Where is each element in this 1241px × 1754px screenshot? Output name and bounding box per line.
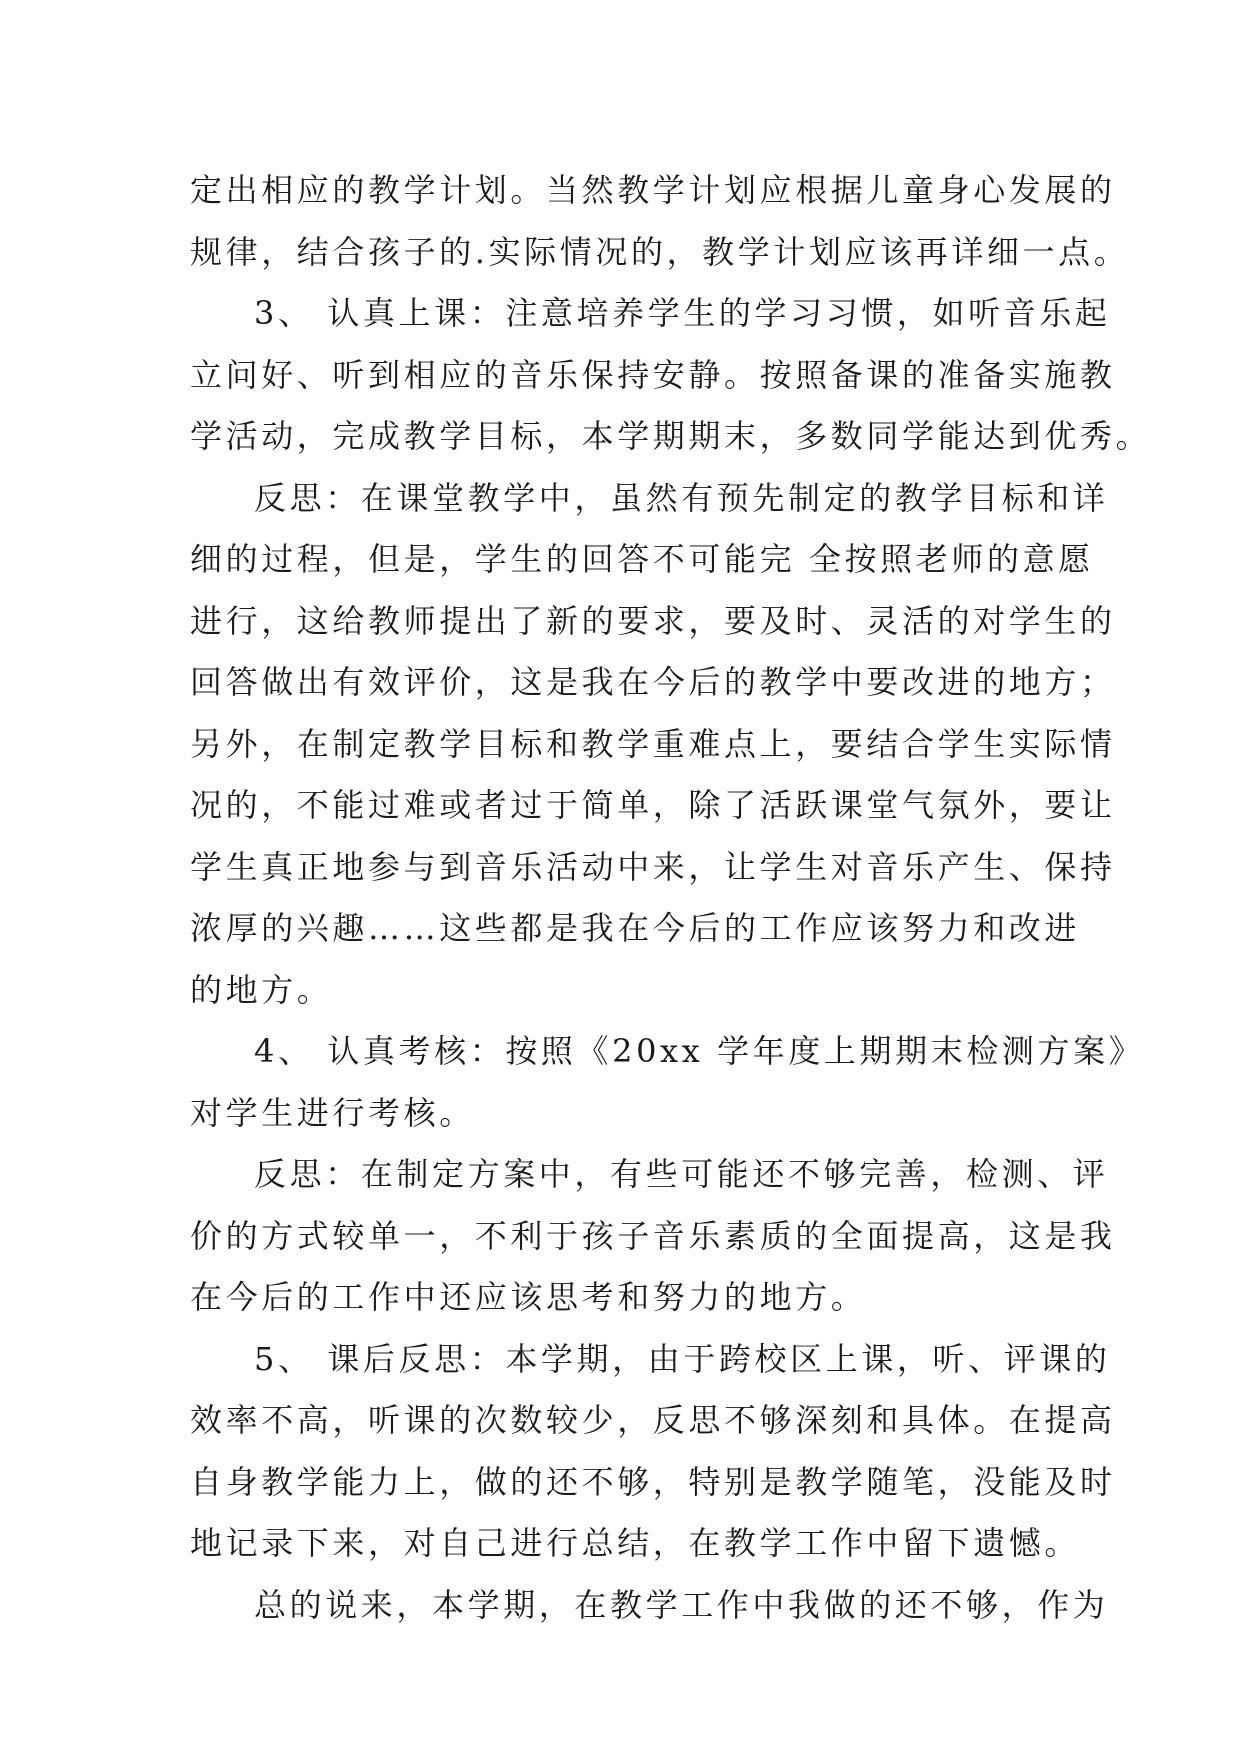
text-line: 对学生进行考核。 [190,1093,475,1132]
text-line: 定出相应的教学计划。当然教学计划应根据儿童身心发展的 [190,171,1116,209]
text-line: 价的方式较单一，不利于孩子音乐素质的全面提高，这是我 [190,1216,1116,1255]
text-line: 在今后的工作中还应该思考和努力的地方。 [190,1278,867,1316]
text-line: 回答做出有效评价，这是我在今后的教学中要改进的地方； [190,663,1116,701]
text-line: 总的说来，本学期，在教学工作中我做的还不够，作为 [254,1585,1109,1624]
text-line: 况的，不能过难或者过于简单，除了活跃课堂气氛外，要让 [190,786,1116,824]
text-line: 反思：在制定方案中，有些可能还不够完善，检测、评 [254,1155,1109,1193]
document-body [190,160,1152,1636]
text-line: 4、 认真考核：按照《20xx 学年度上期期末检测方案》 [254,1032,1145,1070]
text-line: 规律，结合孩子的.实际情况的，教学计划应该再详细一点。 [190,232,1130,271]
text-line: 自身教学能力上，做的还不够，特别是教学随笔，没能及时 [190,1462,1116,1501]
text-line: 进行，这给教师提出了新的要求，要及时、灵活的对学生的 [190,601,1116,640]
text-line: 细的过程，但是，学生的回答不可能完 全按照老师的意愿 [190,540,1094,578]
text-line: 的地方。 [190,970,333,1009]
text-line: 3、 认真上课：注意培养学生的学习习惯，如听音乐起 [254,294,1111,332]
text-line: 学活动，完成教学目标，本学期期末，多数同学能达到优秀。 [190,417,1152,455]
text-line: 地记录下来，对自己进行总结，在教学工作中留下遗憾。 [190,1524,1081,1562]
text-line: 立问好、听到相应的音乐保持安静。按照备课的准备实施教 [190,355,1116,394]
text-line: 效率不高，听课的次数较少，反思不够深刻和具体。在提高 [190,1401,1116,1439]
text-line: 另外，在制定教学目标和教学重难点上，要结合学生实际情 [190,724,1116,763]
text-line: 反思：在课堂教学中，虽然有预先制定的教学目标和详 [254,478,1109,517]
text-line: 5、 课后反思：本学期，由于跨校区上课，听、评课的 [254,1339,1111,1378]
text-line: 浓厚的兴趣……这些都是我在今后的工作应该努力和改进 [190,909,1081,947]
text-line: 学生真正地参与到音乐活动中来，让学生对音乐产生、保持 [190,847,1116,886]
